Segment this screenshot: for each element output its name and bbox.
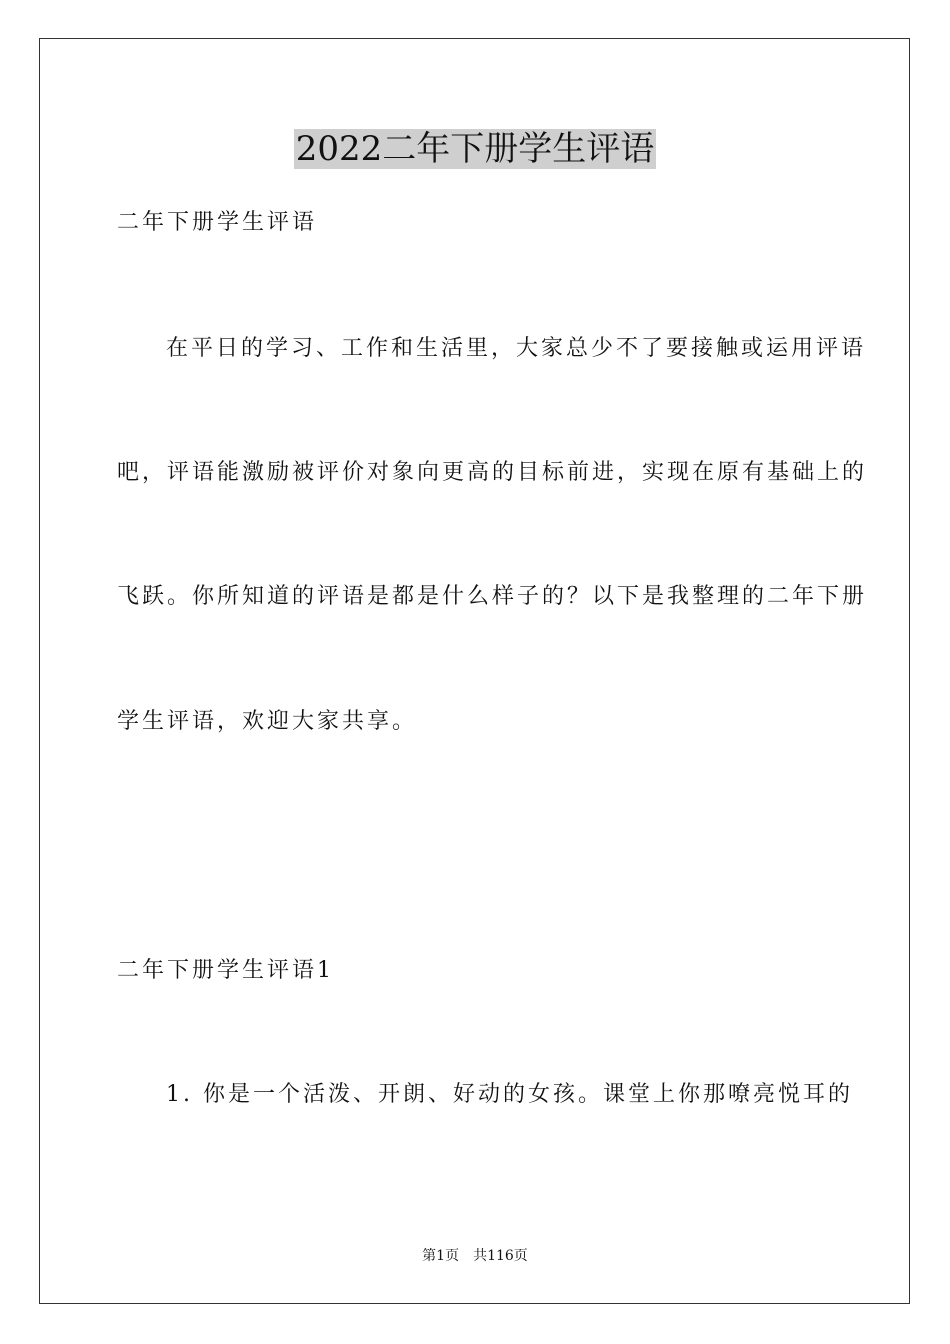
document-title-text: 2022二年下册学生评语: [295, 129, 655, 169]
intro-paragraph-line: 在平日的学习、工作和生活里，大家总少不了要接触或运用评语: [166, 336, 867, 361]
list-item: 1. 你是一个活泼、开朗、好动的女孩。课堂上你那嘹亮悦耳的: [166, 1082, 853, 1107]
section-heading: 二年下册学生评语1: [117, 958, 334, 983]
intro-paragraph-line: 学生评语，欢迎大家共享。: [117, 709, 418, 734]
document-title: [0, 126, 950, 172]
intro-paragraph-line: 吧，评语能激励被评价对象向更高的目标前进，实现在原有基础上的: [117, 460, 868, 485]
page-number-footer: 第1页 共116页: [422, 1248, 528, 1264]
intro-paragraph-line: 飞跃。你所知道的评语是都是什么样子的？以下是我整理的二年下册: [117, 584, 868, 609]
document-subtitle: 二年下册学生评语: [117, 210, 318, 235]
